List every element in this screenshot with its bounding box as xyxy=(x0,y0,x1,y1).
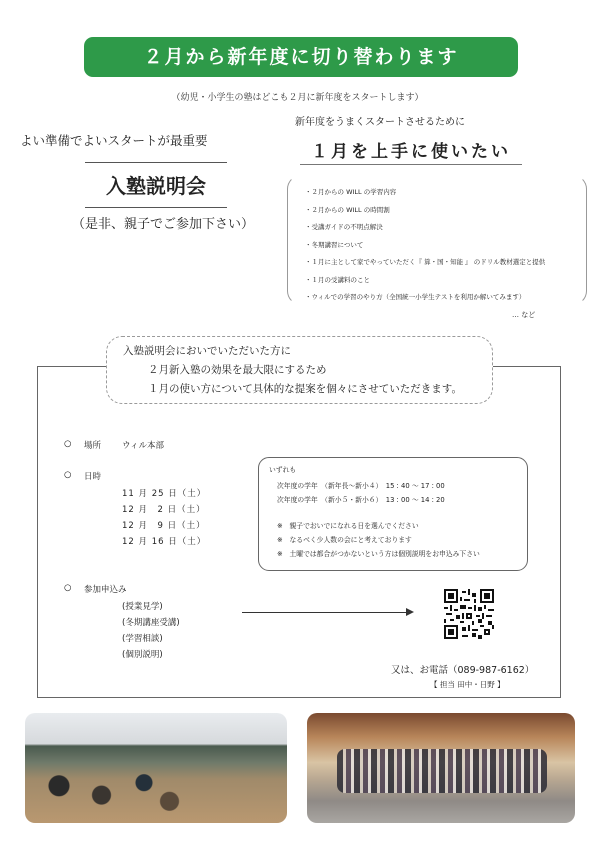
schedule-note: ※ なるべく少人数の会にと考えております xyxy=(277,536,412,544)
bullet-item: ・受講ガイドの不明点解決 xyxy=(305,223,383,231)
apply-item: (授業見学) xyxy=(122,602,163,612)
schedule-note: ※ 親子でおいでになれる日を選んでください xyxy=(277,522,419,530)
big-title: 入塾説明会 xyxy=(106,174,206,198)
date-label: 日時 xyxy=(84,472,102,482)
place-value: ウィル本部 xyxy=(122,441,164,451)
bullet-item: ・１月の受講料のこと xyxy=(305,276,370,284)
phone-contact: 又は、お電話（089-987-6162） xyxy=(391,665,535,676)
bullet-item: ・冬期講習について xyxy=(305,241,364,249)
bullet-item: ・２月からの WILL の学習内容 xyxy=(305,188,397,196)
photo-people xyxy=(25,761,195,823)
qr-code-icon[interactable] xyxy=(444,589,494,639)
right-title: １月を上手に使いたい xyxy=(311,142,511,162)
group-photo xyxy=(307,713,575,823)
bullet-item: ・ウィルでの学習のやり方（全国統一小学生テストを利用か解いてみます） xyxy=(305,293,526,301)
apply-label: 参加申込み xyxy=(84,585,127,595)
photo-people xyxy=(337,749,547,793)
subtitle: （幼児・小学生の塾はどこも２月に新年度をスタートします） xyxy=(171,93,424,103)
bullet-circle-icon: ○ xyxy=(64,470,72,480)
apply-item: (冬期講座受講) xyxy=(122,618,180,628)
proposal-cloud xyxy=(106,336,493,404)
schedule-note: ※ 土曜では都合がつかないという方は個別説明をお申込み下さい xyxy=(277,550,480,558)
right-heading: 新年度をうまくスタートさせるために xyxy=(295,117,465,128)
schedule-row: 次年度の学年 （新年長～新小４） 15 : 40 ～ 17 : 00 xyxy=(277,482,445,490)
left-note: （是非、親子でご参加下さい） xyxy=(72,217,255,232)
header-banner: ２月から新年度に切り替わります xyxy=(84,37,518,77)
date-item: 12 月 16 日（土） xyxy=(122,537,207,547)
title-underline xyxy=(300,164,522,165)
date-item: 12 月 2 日（土） xyxy=(122,505,206,515)
apply-item: (個別説明) xyxy=(122,650,163,660)
cloud-line: １月の使い方について具体的な提案を個々にさせていただきます。 xyxy=(148,383,462,395)
date-item: 12 月 9 日（土） xyxy=(122,521,206,531)
arrow-right-icon xyxy=(406,608,414,616)
cloud-line: 入塾説明会においでいただいた方に xyxy=(123,345,291,357)
schedule-box xyxy=(258,457,528,571)
arrow-line xyxy=(242,612,412,613)
bullet-item: ・１月に主として家でやっていただく『 算・国・知能 』 のドリル教材選定と提供 xyxy=(305,258,546,266)
bullet-circle-icon: ○ xyxy=(64,583,72,593)
place-label: 場所 xyxy=(84,441,102,451)
classroom-photo xyxy=(25,713,287,823)
schedule-header: いずれも xyxy=(269,466,297,474)
cloud-line: ２月新入塾の効果を最大限にするため xyxy=(148,364,327,376)
date-item: 11 月 25 日（土） xyxy=(122,489,207,499)
left-heading: よい準備でよいスタートが最重要 xyxy=(20,133,208,148)
apply-item: (学習相談) xyxy=(122,634,163,644)
bullet-item: ・２月からの WILL の時間割 xyxy=(305,206,390,214)
person-in-charge: 【 担当 田中・日野 】 xyxy=(430,680,505,689)
etc-text: … など xyxy=(512,311,536,319)
schedule-row: 次年度の学年 （新小５・新小６） 13 : 00 ～ 14 : 20 xyxy=(277,496,445,504)
bullet-circle-icon: ○ xyxy=(64,439,72,449)
